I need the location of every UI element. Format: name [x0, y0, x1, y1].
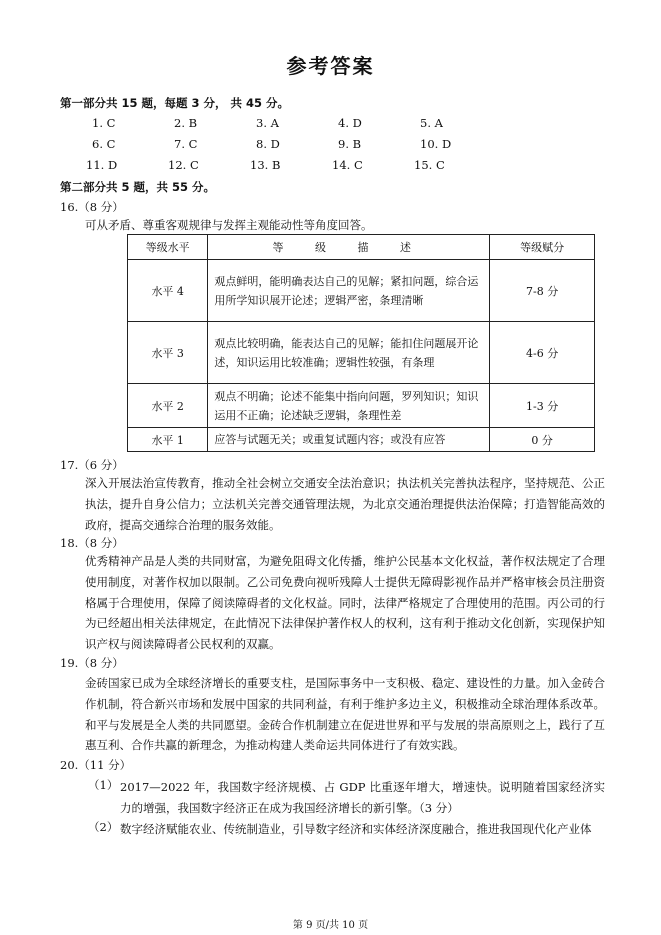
table-row — [128, 428, 595, 452]
table-row — [128, 384, 595, 428]
description-cell: 应答与试题无关；或重复试题内容；或没有应答 — [208, 428, 490, 452]
answer-1: 1. C — [92, 116, 116, 130]
description-cell: 观点鲜明，能明确表达自己的见解；紧扣问题，综合运用所学知识展开论述；逻辑严密，条理清晰 — [208, 260, 490, 322]
table-row — [128, 260, 595, 322]
score-cell: 0 分 — [490, 428, 595, 452]
description-cell: 观点不明确；论述不能集中指向问题，罗列知识；知识运用不正确；论述缺乏逻辑，条理性差 — [208, 384, 490, 428]
score-cell: 1-3 分 — [490, 384, 595, 428]
level-cell: 水平 2 — [128, 384, 208, 428]
grading-table-header — [128, 235, 595, 260]
answer-13: 13. B — [250, 158, 281, 172]
answer-2: 2. B — [174, 116, 198, 130]
level-cell: 水平 1 — [128, 428, 208, 452]
description-cell: 观点比较明确，能表达自己的见解；能扣住问题展开论述，知识运用比较准确；逻辑性较强，有条理 — [208, 322, 490, 384]
q16-intro: 可从矛盾、尊重客观规律与发挥主观能动性等角度回答。 — [85, 218, 373, 232]
q17-label: 17.（6 分） — [60, 458, 124, 472]
answer-11: 11. D — [86, 158, 118, 172]
level-cell: 水平 3 — [128, 322, 208, 384]
answer-8: 8. D — [256, 137, 280, 151]
q20-sub2-answer: 数字经济赋能农业、传统制造业，引导数字经济和实体经济深度融合，推进我国现代化产业体 — [120, 822, 592, 836]
q19-label: 19.（8 分） — [60, 656, 124, 670]
answer-6: 6. C — [92, 137, 116, 151]
answer-4: 4. D — [338, 116, 362, 130]
q19-answer: 金砖国家已成为全球经济增长的重要支柱，是国际事务中一支积极、稳定、建设性的力量。加入金砖合作机制，符合新兴市场和发展中国家的共同利益，有利于维护多边主义，积极推动全球治理体系改革。和平与发展是全人类的共同愿望。金砖合作机制建立在促进世界和平与发展的崇高原则之上，践行了互惠互利、合作共赢的新理念，为推动构建人类命运共同体进行了有效实践。 — [85, 676, 605, 753]
page-footer: 第 9 页/共 10 页 — [292, 920, 369, 931]
q18-answer: 优秀精神产品是人类的共同财富，为避免阻碍文化传播，维护公民基本文化权益，著作权法规定了合理使用制度，对著作权加以限制。乙公司免费向视听残障人士提供无障碍影视作品并严格审核会员注册资格属于合理使用，保障了阅读障碍者的文化权益。同时，法律严格规定了合理使用的范围。丙公司的行为已经超出相关法律规定，在此情况下法律保护著作权人的权利，这有利于推动文化创新，实现保护知识产权与阅读障碍者公民权利的双赢。 — [85, 554, 605, 652]
answer-3: 3. A — [256, 116, 279, 130]
q20-sub1-marker: （1） — [88, 778, 119, 792]
answer-12: 12. C — [168, 158, 199, 172]
q16-label: 16.（8 分） — [60, 200, 124, 214]
q17-answer: 深入开展法治宣传教育，推动全社会树立交通安全法治意识；执法机关完善执法程序，坚持规范、公正执法，提升自身公信力；立法机关完善交通管理法规，为北京交通治理提供法治保障；打造智能高效的政府，提高交通综合治理的服务效能。 — [85, 476, 605, 532]
answer-9: 9. B — [338, 137, 362, 151]
score-cell: 7-8 分 — [490, 260, 595, 322]
level-cell: 水平 4 — [128, 260, 208, 322]
answer-10: 10. D — [420, 137, 452, 151]
q18-label: 18.（8 分） — [60, 536, 124, 550]
answer-5: 5. A — [420, 116, 443, 130]
answer-7: 7. C — [174, 137, 198, 151]
answer-15: 15. C — [414, 158, 445, 172]
q20-sub1-answer: 2017—2022 年，我国数字经济规模、占 GDP 比重逐年增大，增速快。说明随着国家经济实力的增强，我国数字经济正在成为我国经济增长的新引擎。（3 分） — [120, 780, 605, 815]
page-title: 参考答案 — [286, 54, 375, 78]
answer-14: 14. C — [332, 158, 363, 172]
q20-sub2-marker: （2） — [88, 820, 119, 834]
score-cell: 4-6 分 — [490, 322, 595, 384]
grading-table — [127, 234, 595, 452]
part2-heading: 第二部分共 5 题，共 55 分。 — [60, 180, 216, 194]
q20-label: 20.（11 分） — [60, 758, 132, 772]
table-row — [128, 322, 595, 384]
part1-heading: 第一部分共 15 题，每题 3 分， 共 45 分。 — [60, 96, 290, 110]
header-description: 等 级 描 述 — [208, 235, 490, 260]
header-level: 等级水平 — [128, 235, 208, 260]
header-score: 等级赋分 — [490, 235, 595, 260]
